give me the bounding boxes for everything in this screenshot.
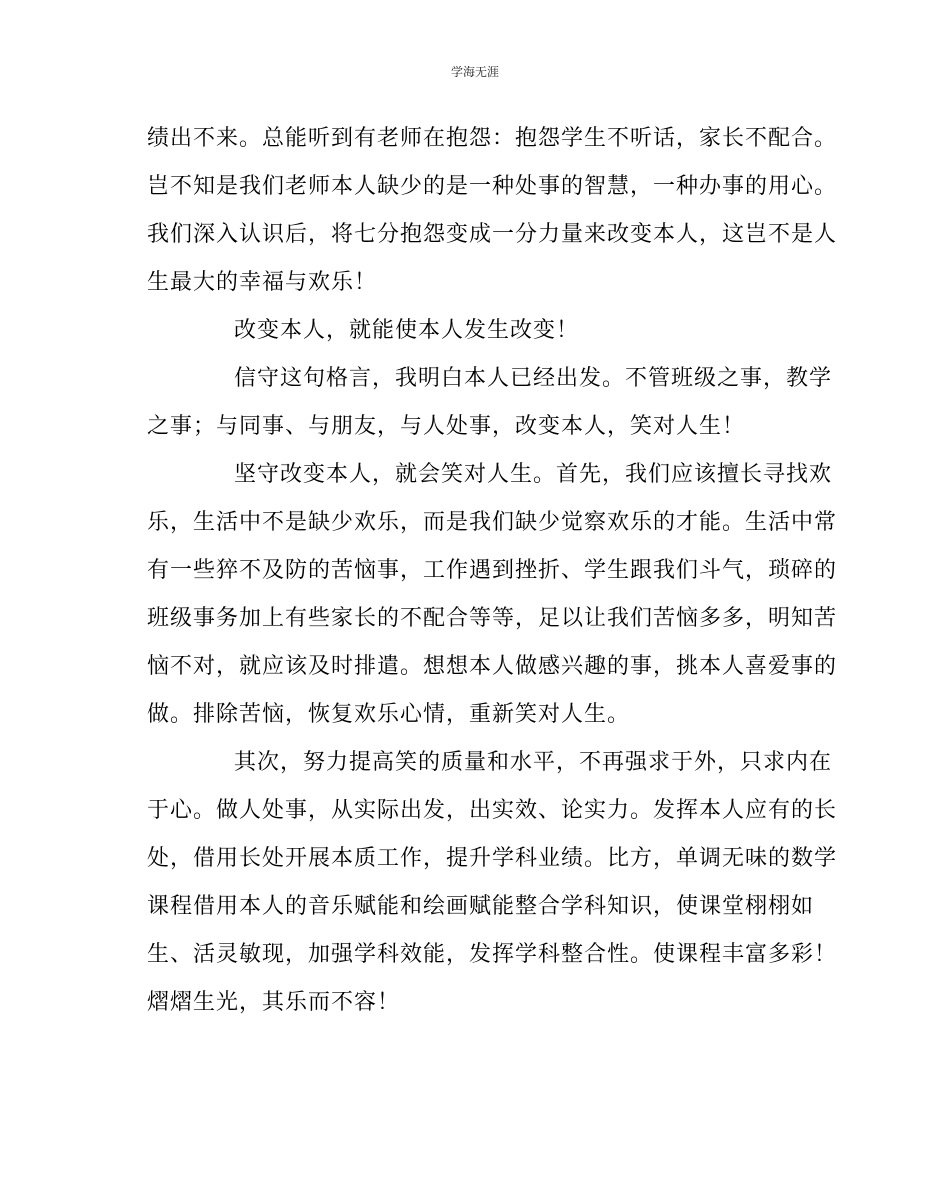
text-line: 改变本人，就能使本人发生改变！ [234,318,580,343]
text-line: 我们深入认识后，将七分抱怨变成一分力量来改变本人，这岂不是人 [147,222,838,247]
text-line: 信守这句格言，我明白本人已经出发。不管班级之事，教学 [234,366,833,391]
document-body [147,126,838,1039]
text-line: 恼不对，就应该及时排遣。想想本人做感兴趣的事，挑本人喜爱事的 [147,654,838,679]
text-line: 乐，生活中不是缺少欢乐，而是我们缺少觉察欢乐的才能。生活中常 [147,510,838,535]
text-line: 绩出不来。总能听到有老师在抱怨：抱怨学生不听话，家长不配合。 [147,126,838,151]
text-line: 课程借用本人的音乐赋能和绘画赋能整合学科知识，使课堂栩栩如 [147,894,815,919]
text-line: 于心。做人处事，从实际出发，出实效、论实力。发挥本人应有的长 [147,798,838,823]
text-line: 熠熠生光，其乐而不容！ [147,990,401,1015]
text-line: 其次，努力提高笑的质量和水平，不再强求于外，只求内在 [234,750,833,775]
text-line: 生最大的幸福与欢乐！ [147,270,378,295]
text-line: 坚守改变本人，就会笑对人生。首先，我们应该擅长寻找欢 [234,462,833,487]
text-line: 班级事务加上有些家长的不配合等等，足以让我们苦恼多多，明知苦 [147,606,838,631]
text-line: 岂不知是我们老师本人缺少的是一种处事的智慧，一种办事的用心。 [147,174,838,199]
text-line: 做。排除苦恼，恢复欢乐心情，重新笑对人生。 [147,702,631,727]
text-line: 有一些猝不及防的苦恼事，工作遇到挫折、学生跟我们斗气，琐碎的 [147,558,838,583]
text-line: 处，借用长处开展本质工作，提升学科业绩。比方，单调无味的数学 [147,846,838,871]
text-line: 之事；与同事、与朋友，与人处事，改变本人，笑对人生！ [147,414,746,439]
page-header: 学海无涯 [450,65,499,79]
text-line: 生、活灵敏现，加强学科效能，发挥学科整合性。使课程丰富多彩！ [147,942,838,967]
